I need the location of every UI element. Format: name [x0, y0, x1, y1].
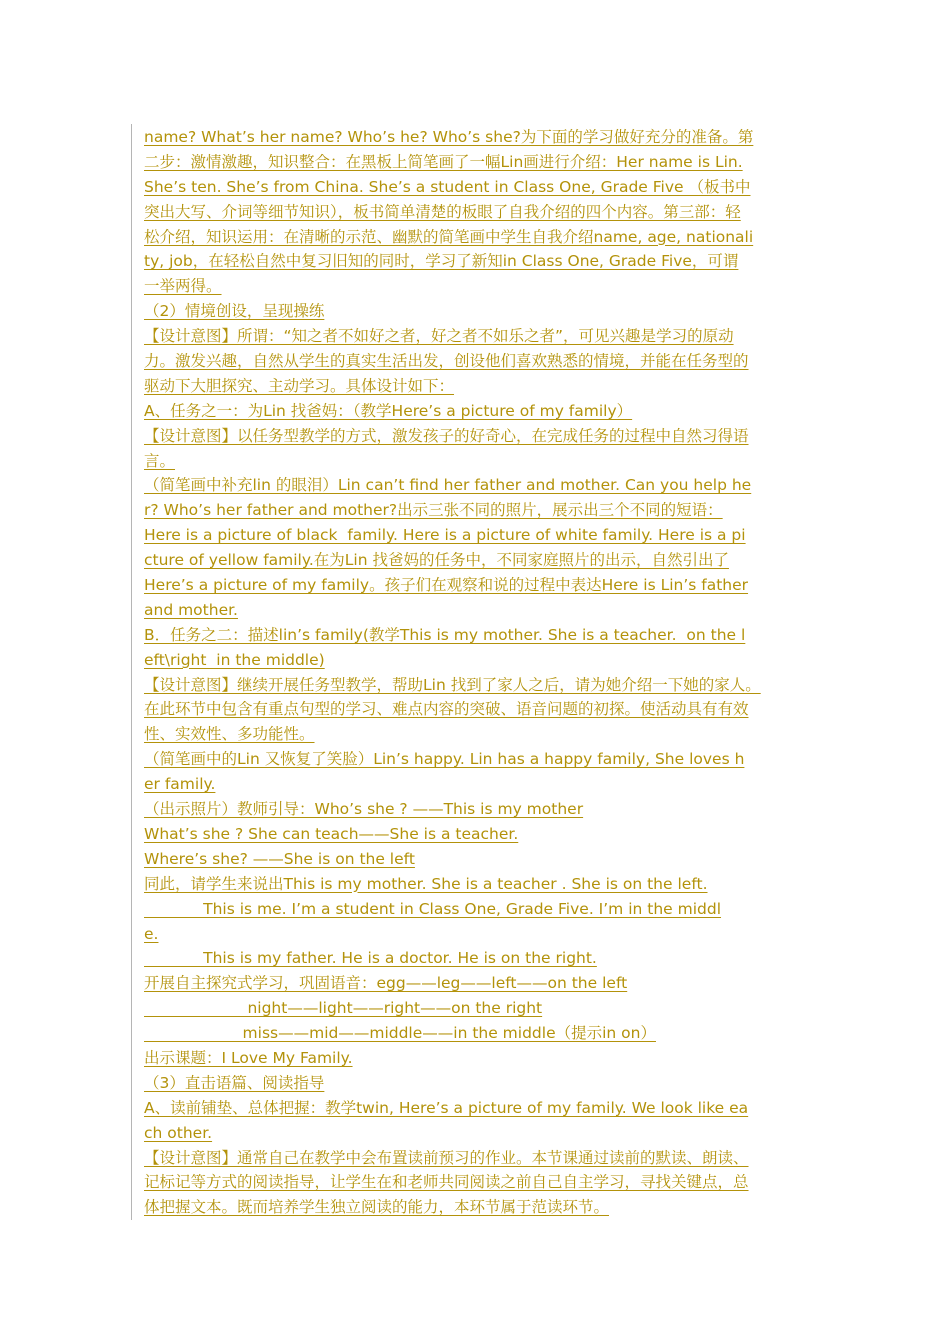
- text-line-content: eft\right in the middle): [144, 650, 325, 669]
- text-line-content: ty, job，在轻松自然中复习旧知的同时，学习了新知in Class One, Grade Five，可谓: [144, 252, 739, 271]
- text-line-content: （2）情境创设，呈现操练: [144, 302, 325, 321]
- text-line: [144, 971, 812, 996]
- text-line: [144, 324, 812, 349]
- section-heading: [144, 1071, 812, 1096]
- text-line: [144, 697, 812, 722]
- text-line: [144, 872, 812, 897]
- text-line-content: 驱动下大胆探究、主动学习。具体设计如下：: [144, 376, 455, 395]
- text-line-content: 在此环节中包含有重点句型的学习、难点内容的突破、语音问题的初探。使活动具有有效: [144, 700, 749, 719]
- text-line-content: cture of yellow family.在为Lin 找爸妈的任务中，不同家庭照片的出示，自然引出了: [144, 551, 729, 570]
- text-line-content: 出示课题：I Love My Family.: [144, 1048, 353, 1067]
- text-line-content: She’s ten. She’s from China. She’s a student in Class One, Grade Five （板书中: [144, 177, 751, 196]
- document-body: [144, 125, 812, 1220]
- text-line: [144, 648, 812, 673]
- text-line-content: ch other.: [144, 1123, 213, 1142]
- text-line: [144, 1121, 812, 1146]
- text-line: [144, 1195, 812, 1220]
- text-line-content: （简笔画中补充lin 的眼泪）Lin can’t find her father and mother. Can you help he: [144, 476, 752, 495]
- text-line-content: A、任务之一：为Lin 找爸妈：（教学Here’s a picture of my family）: [144, 401, 633, 420]
- text-line: [144, 473, 812, 498]
- text-line: [144, 623, 812, 648]
- text-line: [144, 922, 812, 947]
- text-line-content: r? Who’s her father and mother?出示三张不同的照片，展示出三个不同的短语：: [144, 501, 723, 520]
- text-line: [144, 424, 812, 449]
- text-line-content: A、读前铺垫、总体把握：教学twin, Here’s a picture of my family. We look like ea: [144, 1098, 749, 1117]
- text-line-content: 【设计意图】通常自己在教学中会布置读前预习的作业。本节课通过读前的默读、朗读、: [144, 1148, 749, 1167]
- text-line: [144, 1170, 812, 1195]
- text-line: [144, 498, 812, 523]
- text-line: [144, 150, 812, 175]
- text-line: [144, 175, 812, 200]
- text-line-content: 体把握文本。既而培养学生独立阅读的能力，本环节属于范读环节。: [144, 1198, 610, 1217]
- text-line-content: Here’s a picture of my family。孩子们在观察和说的过程中表达Here is Lin’s father: [144, 576, 749, 595]
- text-line-content: 二步：激情激趣，知识整合：在黑板上简笔画了一幅Lin画进行介绍：Her name is Lin.: [144, 152, 743, 171]
- text-line: [144, 822, 812, 847]
- text-line: [144, 747, 812, 772]
- text-line: [144, 274, 812, 299]
- text-line-content: name? What’s her name? Who’s he? Who’s she?为下面的学习做好充分的准备。第: [144, 128, 754, 146]
- text-line: [144, 125, 812, 150]
- text-line: [144, 349, 812, 374]
- text-line: [144, 722, 812, 747]
- text-line: [144, 797, 812, 822]
- text-line: [144, 249, 812, 274]
- text-line: [144, 200, 812, 225]
- text-line-content: 开展自主探究式学习，巩固语音：egg——leg——left——on the left: [144, 974, 628, 993]
- text-line: [144, 996, 812, 1021]
- section-heading: [144, 299, 812, 324]
- text-line-content: 性、实效性、多功能性。: [144, 725, 315, 744]
- text-line-content: 言。: [144, 451, 176, 470]
- text-line-content: What’s she ? She can teach——She is a teacher.: [144, 824, 519, 843]
- text-line-content: 松介绍，知识运用：在清晰的示范、幽默的简笔画中学生自我介绍name, age, nationali: [144, 227, 754, 246]
- text-line-content: 一举两得。: [144, 277, 222, 296]
- left-margin-line: [131, 124, 132, 1220]
- text-line-content: 【设计意图】所谓：“知之者不如好之者，好之者不如乐之者”，可见兴趣是学习的原动: [144, 327, 734, 346]
- text-line-content: 同此，请学生来说出This is my mother. She is a teacher . She is on the left.: [144, 874, 708, 893]
- text-line: [144, 598, 812, 623]
- text-line: [144, 1046, 812, 1071]
- text-line: [144, 548, 812, 573]
- text-line: [144, 399, 812, 424]
- text-line: [144, 673, 812, 698]
- text-line-content: night——light——right——on the right: [144, 999, 543, 1018]
- text-line: [144, 1146, 812, 1171]
- text-line-content: miss——mid——middle——in the middle（提示in on）: [144, 1024, 656, 1043]
- text-line-content: 【设计意图】以任务型教学的方式，激发孩子的好奇心，在完成任务的过程中自然习得语: [144, 426, 749, 445]
- text-line-content: 【设计意图】继续开展任务型教学，帮助Lin 找到了家人之后，请为她介绍一下她的家人。: [144, 675, 761, 694]
- text-line: [144, 225, 812, 250]
- text-line-content: and mother.: [144, 600, 238, 619]
- text-line-content: B．任务之二：描述lin’s family(教学This is my mother. She is a teacher. on the l: [144, 625, 746, 644]
- text-line: [144, 847, 812, 872]
- text-line-content: Here is a picture of black family. Here is a picture of white family. Here is a pi: [144, 526, 746, 545]
- text-line: [144, 946, 812, 971]
- text-line: [144, 374, 812, 399]
- text-line-content: This is me. I’m a student in Class One, Grade Five. I’m in the middl: [144, 899, 722, 918]
- text-line: [144, 772, 812, 797]
- text-line-content: 记标记等方式的阅读指导，让学生在和老师共同阅读之前自己自主学习，寻找关键点，总: [144, 1173, 749, 1192]
- text-line: [144, 1096, 812, 1121]
- text-line: [144, 573, 812, 598]
- text-line-content: （简笔画中的Lin 又恢复了笑脸）Lin’s happy. Lin has a happy family, She loves h: [144, 750, 745, 769]
- text-line-content: e.: [144, 924, 159, 943]
- text-line-content: This is my father. He is a doctor. He is on the right.: [144, 949, 597, 968]
- text-line-content: 突出大写、介词等细节知识），板书简单清楚的板眼了自我介绍的四个内容。第三部：轻: [144, 202, 741, 221]
- text-line: [144, 449, 812, 474]
- text-line: [144, 523, 812, 548]
- text-line: [144, 1021, 812, 1046]
- text-line: [144, 897, 812, 922]
- text-line-content: （3）直击语篇、阅读指导: [144, 1073, 325, 1092]
- text-line-content: er family.: [144, 775, 216, 794]
- text-line-content: 力。激发兴趣，自然从学生的真实生活出发，创设他们喜欢熟悉的情境，并能在任务型的: [144, 352, 749, 371]
- text-line-content: Where’s she? ——She is on the left: [144, 849, 415, 868]
- text-line-content: （出示照片）教师引导：Who’s she ? ——This is my mother: [144, 800, 584, 819]
